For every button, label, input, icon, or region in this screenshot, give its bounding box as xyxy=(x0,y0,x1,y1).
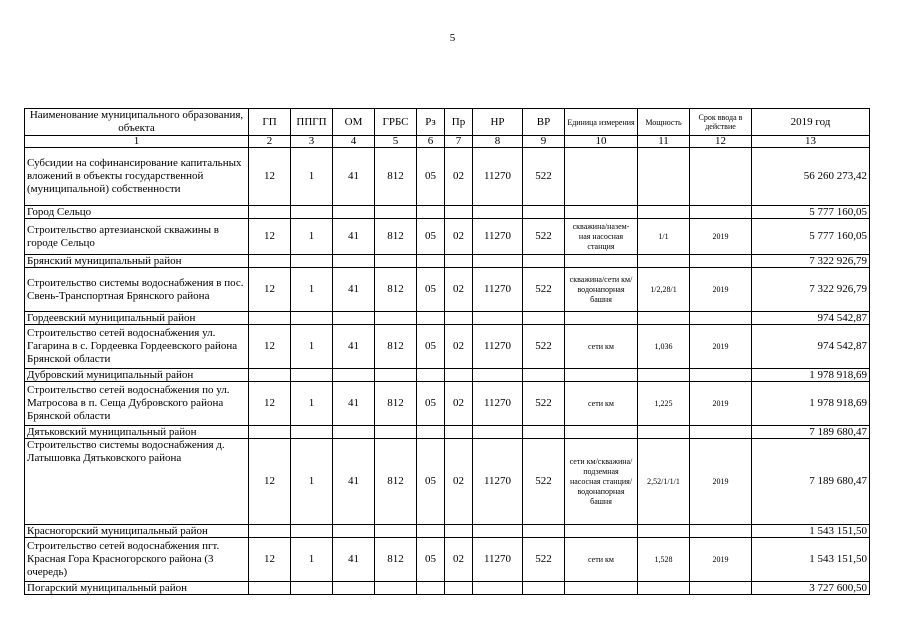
nr-cell: 11270 xyxy=(473,219,523,255)
col-number: 8 xyxy=(473,136,523,148)
power-cell: 1,225 xyxy=(638,382,690,426)
grbs-cell: 812 xyxy=(375,325,417,369)
om-cell: 41 xyxy=(333,148,375,206)
nr-cell: 11270 xyxy=(473,538,523,582)
object-name-cell: Строительство системы водоснабжения д. Латышовка Дятьковского района xyxy=(25,439,249,525)
column-number-row xyxy=(25,136,870,148)
vr-cell: 522 xyxy=(523,538,565,582)
municipality-name-cell: Погарский муниципальный район xyxy=(25,582,249,595)
nr-cell: 11270 xyxy=(473,148,523,206)
gp-cell: 12 xyxy=(249,148,291,206)
gp-cell: 12 xyxy=(249,538,291,582)
gp-cell: 12 xyxy=(249,268,291,312)
object-name-cell: Строительство артезианской скважины в городе Сельцо xyxy=(25,219,249,255)
municipality-name-cell: Дятьковский муниципальный район xyxy=(25,426,249,439)
pgp-cell: 1 xyxy=(291,325,333,369)
vr-cell: 522 xyxy=(523,148,565,206)
table-row-municipality xyxy=(25,369,870,382)
om-cell: 41 xyxy=(333,268,375,312)
vr-cell: 522 xyxy=(523,439,565,525)
municipality-name-cell: Дубровский муниципальный район xyxy=(25,369,249,382)
col-number: 7 xyxy=(445,136,473,148)
vr-cell: 522 xyxy=(523,325,565,369)
col-header-power: Мощность xyxy=(638,109,690,136)
vr-cell: 522 xyxy=(523,268,565,312)
table-row-municipality xyxy=(25,312,870,325)
col-number: 5 xyxy=(375,136,417,148)
gp-cell: 12 xyxy=(249,325,291,369)
amount-2019-cell: 1 978 918,69 xyxy=(752,382,870,426)
municipality-name-cell: Город Сельцо xyxy=(25,206,249,219)
pr-cell: 02 xyxy=(445,148,473,206)
object-name-cell: Строительство сетей водоснабжения по ул. Матросова в п. Сеща Дубровского района Брянской области xyxy=(25,382,249,426)
rz-cell: 05 xyxy=(417,538,445,582)
pr-cell: 02 xyxy=(445,538,473,582)
col-number: 13 xyxy=(752,136,870,148)
col-header-grbs: ГРБС xyxy=(375,109,417,136)
table-row-object xyxy=(25,268,870,312)
amount-2019-cell: 7 322 926,79 xyxy=(752,268,870,312)
om-cell: 41 xyxy=(333,219,375,255)
col-header-nr: НР xyxy=(473,109,523,136)
nr-cell: 11270 xyxy=(473,439,523,525)
col-number: 11 xyxy=(638,136,690,148)
term-cell: 2019 xyxy=(690,325,752,369)
col-header-unit: Единица измерения xyxy=(565,109,638,136)
col-header-name: Наименование муниципального образования, объекта xyxy=(25,109,249,136)
pgp-cell: 1 xyxy=(291,268,333,312)
header-row xyxy=(25,109,870,136)
table-row-municipality xyxy=(25,582,870,595)
table-row-municipality xyxy=(25,525,870,538)
col-number: 4 xyxy=(333,136,375,148)
rz-cell: 05 xyxy=(417,325,445,369)
om-cell: 41 xyxy=(333,538,375,582)
rz-cell: 05 xyxy=(417,148,445,206)
power-cell: 1,036 xyxy=(638,325,690,369)
power-cell: 1,528 xyxy=(638,538,690,582)
pr-cell: 02 xyxy=(445,382,473,426)
amount-2019-cell: 7 322 926,79 xyxy=(752,255,870,268)
amount-2019-cell: 1 543 151,50 xyxy=(752,525,870,538)
grbs-cell: 812 xyxy=(375,219,417,255)
power-cell xyxy=(638,148,690,206)
pr-cell: 02 xyxy=(445,268,473,312)
vr-cell: 522 xyxy=(523,382,565,426)
col-number: 3 xyxy=(291,136,333,148)
unit-cell: скважина/назем-ная насосная станция xyxy=(565,219,638,255)
nr-cell: 11270 xyxy=(473,382,523,426)
power-cell: 1/2,28/1 xyxy=(638,268,690,312)
col-number: 10 xyxy=(565,136,638,148)
term-cell: 2019 xyxy=(690,538,752,582)
amount-2019-cell: 5 777 160,05 xyxy=(752,219,870,255)
col-header-om: ОМ xyxy=(333,109,375,136)
amount-2019-cell: 974 542,87 xyxy=(752,312,870,325)
grbs-cell: 812 xyxy=(375,382,417,426)
grbs-cell: 812 xyxy=(375,538,417,582)
unit-cell: сети км xyxy=(565,382,638,426)
unit-cell: сети км xyxy=(565,538,638,582)
table-row-municipality xyxy=(25,255,870,268)
object-name-cell: Субсидии на софинансирование капитальных вложений в объекты государственной (муниципальной) собственности xyxy=(25,148,249,206)
unit-cell: сети км xyxy=(565,325,638,369)
gp-cell: 12 xyxy=(249,382,291,426)
page-number: 5 xyxy=(449,32,456,44)
grbs-cell: 812 xyxy=(375,439,417,525)
municipality-name-cell: Брянский муниципальный район xyxy=(25,255,249,268)
table-row-object xyxy=(25,538,870,582)
amount-2019-cell: 3 727 600,50 xyxy=(752,582,870,595)
vr-cell: 522 xyxy=(523,219,565,255)
term-cell: 2019 xyxy=(690,219,752,255)
term-cell: 2019 xyxy=(690,268,752,312)
amount-2019-cell: 56 260 273,42 xyxy=(752,148,870,206)
amount-2019-cell: 7 189 680,47 xyxy=(752,426,870,439)
object-name-cell: Строительство сетей водоснабжения ул. Гагарина в с. Гордеевка Гордеевского района Брянской области xyxy=(25,325,249,369)
amount-2019-cell: 974 542,87 xyxy=(752,325,870,369)
amount-2019-cell: 5 777 160,05 xyxy=(752,206,870,219)
amount-2019-cell: 1 978 918,69 xyxy=(752,369,870,382)
amount-2019-cell: 1 543 151,50 xyxy=(752,538,870,582)
table-row-municipality xyxy=(25,426,870,439)
om-cell: 41 xyxy=(333,382,375,426)
rz-cell: 05 xyxy=(417,219,445,255)
pr-cell: 02 xyxy=(445,325,473,369)
pr-cell: 02 xyxy=(445,439,473,525)
nr-cell: 11270 xyxy=(473,268,523,312)
term-cell: 2019 xyxy=(690,439,752,525)
col-number: 6 xyxy=(417,136,445,148)
om-cell: 41 xyxy=(333,325,375,369)
pgp-cell: 1 xyxy=(291,439,333,525)
grbs-cell: 812 xyxy=(375,148,417,206)
unit-cell xyxy=(565,148,638,206)
gp-cell: 12 xyxy=(249,219,291,255)
rz-cell: 05 xyxy=(417,382,445,426)
term-cell: 2019 xyxy=(690,382,752,426)
pgp-cell: 1 xyxy=(291,219,333,255)
pgp-cell: 1 xyxy=(291,382,333,426)
rz-cell: 05 xyxy=(417,268,445,312)
budget-table xyxy=(24,108,870,595)
power-cell: 1/1 xyxy=(638,219,690,255)
municipality-name-cell: Гордеевский муниципальный район xyxy=(25,312,249,325)
col-header-rz: Рз xyxy=(417,109,445,136)
grbs-cell: 812 xyxy=(375,268,417,312)
municipality-name-cell: Красногорский муниципальный район xyxy=(25,525,249,538)
col-header-pgp: ППГП xyxy=(291,109,333,136)
col-header-pr: Пр xyxy=(445,109,473,136)
gp-cell: 12 xyxy=(249,439,291,525)
col-number: 12 xyxy=(690,136,752,148)
table-row-object xyxy=(25,325,870,369)
power-cell: 2,52/1/1/1 xyxy=(638,439,690,525)
rz-cell: 05 xyxy=(417,439,445,525)
amount-2019-cell: 7 189 680,47 xyxy=(752,439,870,525)
term-cell xyxy=(690,148,752,206)
pgp-cell: 1 xyxy=(291,148,333,206)
col-number: 1 xyxy=(25,136,249,148)
col-header-2019: 2019 год xyxy=(752,109,870,136)
table-row-subsidy xyxy=(25,148,870,206)
table-row-object xyxy=(25,382,870,426)
col-number: 9 xyxy=(523,136,565,148)
object-name-cell: Строительство сетей водоснабжения пгт. Красная Гора Красногорского района (3 очередь) xyxy=(25,538,249,582)
om-cell: 41 xyxy=(333,439,375,525)
pgp-cell: 1 xyxy=(291,538,333,582)
pr-cell: 02 xyxy=(445,219,473,255)
col-header-gp: ГП xyxy=(249,109,291,136)
unit-cell: сети км/скважина/ подземная насосная станция/ водонапорная башня xyxy=(565,439,638,525)
col-header-term: Срок ввода в действие xyxy=(690,109,752,136)
table-row-object xyxy=(25,219,870,255)
table-row-object xyxy=(25,439,870,525)
table-row-municipality xyxy=(25,206,870,219)
nr-cell: 11270 xyxy=(473,325,523,369)
col-header-vr: ВР xyxy=(523,109,565,136)
col-number: 2 xyxy=(249,136,291,148)
object-name-cell: Строительство системы водоснабжения в пос. Свень-Транспортная Брянского района xyxy=(25,268,249,312)
unit-cell: скважина/сети км/водонапорная башня xyxy=(565,268,638,312)
